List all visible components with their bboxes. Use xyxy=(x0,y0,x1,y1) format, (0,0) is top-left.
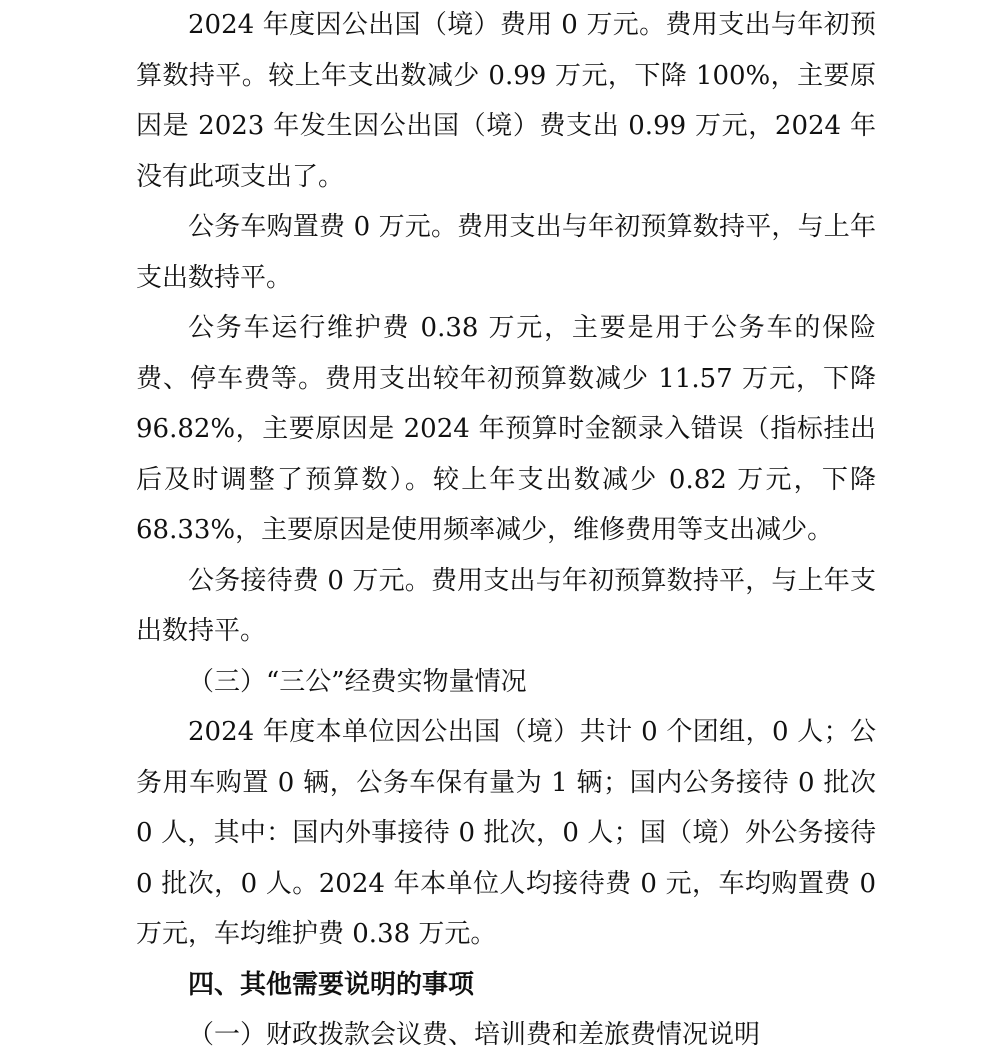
paragraph-overseas-travel: 2024 年度因公出国（境）费用 0 万元。费用支出与年初预算数持平。较上年支出数减少 0.99 万元，下降 100%，主要原因是 2023 年发生因公出国（境）费支出 0.99 万元，2024 年没有此项支出了。 xyxy=(136,10,876,192)
paragraph-vehicle-maintenance: 公务车运行维护费 0.38 万元，主要是用于公务车的保险费、停车费等。费用支出较年初预算数减少 11.57 万元，下降 96.82%，主要原因是 2024 年预算时金额录入错误（指标挂出后及时调整了预算数）。较上年支出数减少 0.82 万元，下降 68.33%，主要原因是使用频率减少，维修费用等支出减少。 xyxy=(136,313,876,545)
paragraph-vehicle-purchase: 公务车购置费 0 万元。费用支出与年初预算数持平，与上年支出数持平。 xyxy=(136,212,876,293)
document-page xyxy=(136,0,876,1061)
section-heading-other-matters: 四、其他需要说明的事项 xyxy=(188,969,475,1000)
subheading-physical-quantity: （三）“三公”经费实物量情况 xyxy=(188,666,527,697)
subheading-meeting-training-travel: （一）财政拨款会议费、培训费和差旅费情况说明 xyxy=(188,1020,761,1050)
paragraph-reception: 公务接待费 0 万元。费用支出与年初预算数持平，与上年支出数持平。 xyxy=(136,565,876,646)
paragraph-physical-quantity: 2024 年度本单位因公出国（境）共计 0 个团组，0 人；公务用车购置 0 辆，公务车保有量为 1 辆；国内公务接待 0 批次 0 人，其中：国内外事接待 0 批次，0 人；国（境）外公务接待 0 批次，0 人。2024 年本单位人均接待费 0 元，车均购置费 0 万元，车均维护费 0.38 万元。 xyxy=(136,717,876,949)
